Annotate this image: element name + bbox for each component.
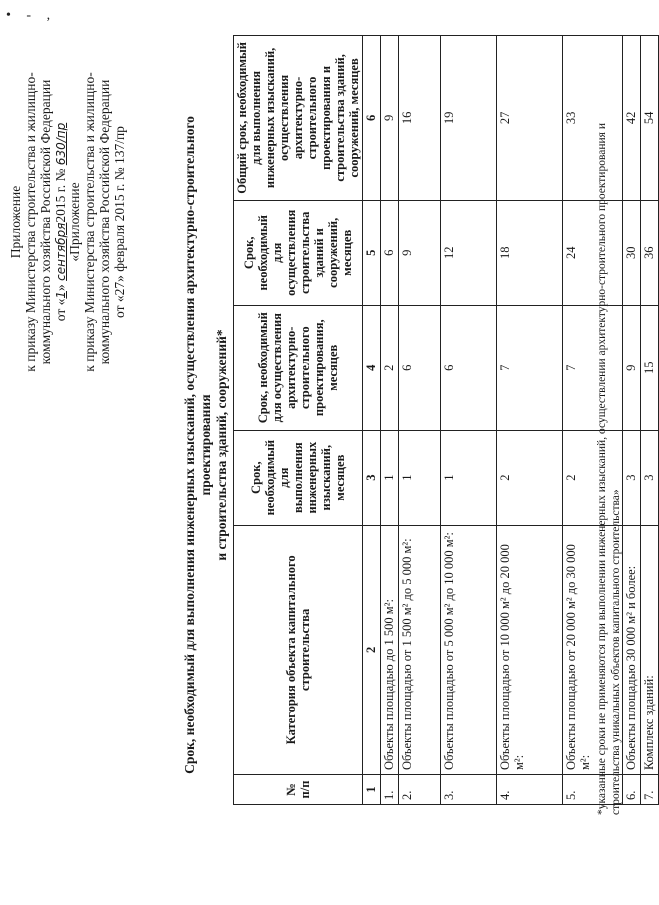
order-line: от «27» февраля 2015 г. № 137/пр — [112, 126, 127, 318]
row-construction: 18 — [497, 200, 563, 305]
order-line: к приказу Министерства строительства и жилищно- — [23, 72, 38, 372]
order-line: коммунального хозяйства Российской Федерации — [97, 79, 112, 365]
row-number: 2. — [399, 775, 441, 805]
row-construction: 30 — [623, 200, 641, 305]
row-design: 7 — [563, 305, 623, 430]
row-number: 5. — [563, 775, 623, 805]
handwritten-month: сентября — [54, 222, 68, 281]
title-line: и строительства зданий, сооружений* — [214, 329, 229, 561]
row-survey: 1 — [441, 430, 497, 525]
row-survey: 3 — [623, 430, 641, 525]
column-number-row — [363, 36, 381, 805]
row-number: 6. — [623, 775, 641, 805]
title-line: Срок, необходимый для выполнения инженерных изысканий, осуществления архитектурно-строительного проектирования — [182, 116, 213, 774]
table-row — [497, 36, 563, 805]
header-construction: Срок, необходимый для осуществления строительства зданий и сооружений, месяцев — [234, 200, 363, 305]
table-row — [441, 36, 497, 805]
appendix-header — [8, 12, 69, 432]
row-survey: 3 — [641, 430, 659, 525]
row-category: Объекты площадью от 20 000 м² до 30 000 м²: — [563, 525, 623, 774]
handwritten-order-number: 630/пр — [54, 122, 68, 166]
row-construction: 12 — [441, 200, 497, 305]
row-design: 6 — [399, 305, 441, 430]
column-number: 2 — [363, 525, 381, 774]
row-category: Объекты площадью от 10 000 м² до 20 000 м²: — [497, 525, 563, 774]
handwritten-day: 1 — [54, 291, 68, 299]
column-number: 3 — [363, 430, 381, 525]
row-construction: 24 — [563, 200, 623, 305]
date-prefix: от « — [53, 298, 68, 322]
row-total: 27 — [497, 36, 563, 201]
table-row — [399, 36, 441, 805]
row-category: Комплекс зданий: — [641, 525, 659, 774]
column-number: 4 — [363, 305, 381, 430]
row-design: 7 — [497, 305, 563, 430]
footnote-line: *указанные сроки не применяются при выполнении инженерных изысканий, осуществлении архитектурно-строительного проектирования и — [596, 123, 608, 815]
header-category: Категория объекта капитального строительства — [234, 525, 363, 774]
previous-appendix-header — [67, 12, 127, 432]
row-total: 19 — [441, 36, 497, 201]
row-number: 4. — [497, 775, 563, 805]
row-design: 9 — [623, 305, 641, 430]
row-total: 33 — [563, 36, 623, 201]
column-number: 6 — [363, 36, 381, 201]
row-number: 3. — [441, 775, 497, 805]
header-number: № п/п — [234, 775, 363, 805]
date-year: 2015 г. № — [53, 168, 68, 223]
row-number: 7. — [641, 775, 659, 805]
table-row — [381, 36, 399, 805]
corner-marks: • - , — [6, 8, 57, 23]
row-category: Объекты площадью от 5 000 м² до 10 000 м²: — [441, 525, 497, 774]
row-survey: 1 — [399, 430, 441, 525]
row-construction: 6 — [381, 200, 399, 305]
header-total: Общий срок, необходимый для выполнения инженерных изысканий, осуществления архитектурно-строительного проектирования и строительства зданий, сооружений, месяцев — [234, 36, 363, 201]
row-total: 54 — [641, 36, 659, 201]
row-total: 9 — [381, 36, 399, 201]
document-title — [182, 105, 230, 785]
row-construction: 9 — [399, 200, 441, 305]
row-number: 1. — [381, 775, 399, 805]
appendix-label: «Приложение — [67, 182, 82, 262]
header-design: Срок, необходимый для осуществления архитектурно-строительного проектирования, месяцев — [234, 305, 363, 430]
table-row — [623, 36, 641, 805]
table-row — [641, 36, 659, 805]
row-survey: 2 — [563, 430, 623, 525]
date-mid: » — [53, 284, 68, 291]
row-survey: 1 — [381, 430, 399, 525]
row-design: 6 — [441, 305, 497, 430]
row-design: 2 — [381, 305, 399, 430]
row-construction: 36 — [641, 200, 659, 305]
appendix-label: Приложение — [8, 185, 23, 259]
order-line: к приказу Министерства строительства и жилищно- — [82, 72, 97, 372]
header-survey: Срок, необходимый для выполнения инженерных изысканий, месяцев — [234, 430, 363, 525]
column-number: 5 — [363, 200, 381, 305]
footnote — [595, 45, 623, 815]
row-survey: 2 — [497, 430, 563, 525]
footnote-line: строительства уникальных объектов капитального строительства» — [610, 489, 622, 815]
row-design: 15 — [641, 305, 659, 430]
row-total: 16 — [399, 36, 441, 201]
row-category: Объекты площадью от 1 500 м² до 5 000 м²: — [399, 525, 441, 774]
row-category: Объекты площадью до 1 500 м²: — [381, 525, 399, 774]
row-category: Объекты площадью 30 000 м² и более: — [623, 525, 641, 774]
table-header-row — [234, 36, 363, 805]
row-total: 42 — [623, 36, 641, 201]
order-line: коммунального хозяйства Российской Федерации — [38, 79, 53, 365]
column-number: 1 — [363, 775, 381, 805]
